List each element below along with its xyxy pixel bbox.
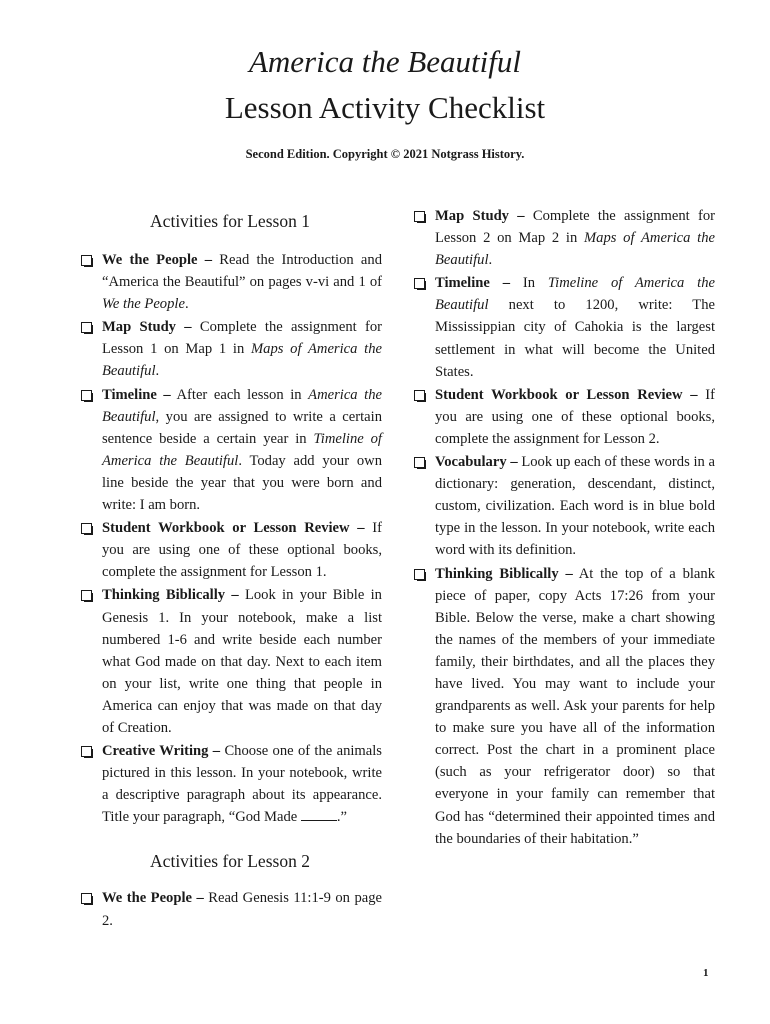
item-text: After each lesson in [170, 386, 309, 403]
lesson-2-heading: Activities for Lesson 2 [150, 851, 310, 872]
page-title: Lesson Activity Checklist [224, 90, 546, 125]
item-text: .” [336, 809, 348, 826]
lesson-1-map-study-item [78, 316, 382, 382]
blank-line [301, 808, 337, 821]
book-title: Maps of America the Beautiful [102, 341, 382, 380]
checkbox[interactable] [81, 322, 92, 333]
lesson-2-timeline-item [411, 272, 715, 382]
lesson-1-timeline-item [78, 384, 382, 517]
item-text: Look in your Bible in Genesis 1. In your notebook, make a list numbered 1-6 and write beside each number what God made on that day. Next to each item on your list, write one thing that people in America can enjoy that was made on that day of Creation. [102, 587, 382, 736]
checkbox[interactable] [81, 255, 92, 266]
item-text: If you are using one of these optional books, complete the assignment for Lesson 1. [102, 520, 382, 581]
lesson-2-map-study-item [411, 205, 715, 271]
item-text: At the top of a blank piece of paper, copy Acts 17:26 from your Bible. Below the verse, make a chart showing the names of the members of your immediate family, their birthdates, and all the places they have lived. You may want to include your grandparents as well. Ask your parents for help to make sure you have all of the information correct. Post the chart in a prominent place (such as your refrigerator door) so that everyone in your family can remember that God has “determined their appointed times and the boundaries of their habitation.” [435, 565, 715, 847]
item-label: Thinking Biblically – [102, 587, 239, 604]
checkbox[interactable] [81, 590, 92, 601]
book-title: We the People [102, 296, 185, 313]
item-text: Choose one of the animals pictured in this lesson. In your notebook, write a descriptive paragraph about its appearance. Title your paragraph, “God Made [102, 743, 382, 826]
item-text: . [488, 252, 493, 269]
item-label: Map Study – [102, 319, 192, 336]
item-label: Thinking Biblically – [435, 565, 573, 582]
book-title: Timeline of America the Beautiful [435, 275, 715, 314]
item-text: Read the Introduction and “America the Beautiful” on pages v-vi and 1 of [102, 252, 382, 291]
item-text: Complete the assignment for Lesson 2 on Map 2 in [435, 208, 715, 247]
checkbox[interactable] [414, 278, 425, 289]
lesson-2-workbook-item [411, 384, 715, 450]
item-label: Vocabulary – [435, 454, 518, 471]
item-label: Student Workbook or Lesson Review – [102, 520, 365, 537]
checkbox[interactable] [81, 893, 92, 904]
item-text: Complete the assignment for Lesson 1 on Map 1 in [102, 319, 382, 358]
item-text: . [184, 296, 189, 313]
checkbox[interactable] [81, 390, 92, 401]
book-title: America the Beautiful [102, 386, 382, 425]
checkbox[interactable] [81, 746, 92, 757]
lesson-1-we-the-people-item [78, 249, 382, 315]
item-text: If you are using one of these optional books, complete the assignment for Lesson 2. [435, 386, 715, 447]
item-text: In [510, 275, 548, 292]
item-label: Timeline – [435, 275, 510, 292]
checkbox[interactable] [414, 211, 425, 222]
book-title: Timeline of America the Beautiful [102, 430, 382, 469]
lesson-1-creative-writing-item [78, 740, 382, 828]
lesson-2-we-the-people-item [78, 887, 382, 931]
title-italic: America the Beautiful [248, 44, 522, 79]
checkbox[interactable] [414, 390, 425, 401]
right-column [411, 205, 715, 851]
item-text: . Today add your own line beside the year that you were born and write: I am born. [102, 452, 382, 514]
item-label: We the People – [102, 890, 204, 907]
item-label: Student Workbook or Lesson Review – [435, 386, 698, 403]
item-text: . [155, 363, 160, 380]
item-text: next to 1200, write: The Mississippian city of Cahokia is the largest settlement in what will become the United States. [435, 297, 715, 380]
item-text: Read Genesis 11:1-9 on page 2. [102, 890, 382, 929]
item-label: Timeline – [102, 386, 171, 403]
lesson-1-thinking-biblically-item [78, 584, 382, 739]
lesson-2-thinking-biblically-item [411, 563, 715, 850]
checkbox[interactable] [414, 569, 425, 580]
book-title: Maps of America the Beautiful [435, 230, 715, 269]
item-text: Look up each of these words in a dictionary: generation, descendant, distinct, custom, civilization. Each word is in blue bold type in the lesson. In your notebook, write each word with its definition. [435, 454, 715, 559]
copyright-line: Second Edition. Copyright © 2021 Notgrass History. [245, 147, 525, 161]
item-text: , you are assigned to write a certain sentence beside a certain year in [102, 408, 382, 447]
lesson-1-heading: Activities for Lesson 1 [150, 211, 310, 231]
checkbox[interactable] [81, 523, 92, 534]
lesson-2-vocabulary-item [411, 451, 715, 561]
checkbox[interactable] [414, 457, 425, 468]
lesson-1-workbook-item [78, 517, 382, 583]
item-label: Map Study – [435, 208, 525, 224]
item-label: We the People – [102, 252, 213, 268]
page-number: 1 [703, 967, 709, 979]
left-column [78, 205, 382, 933]
item-label: Creative Writing – [102, 743, 221, 760]
